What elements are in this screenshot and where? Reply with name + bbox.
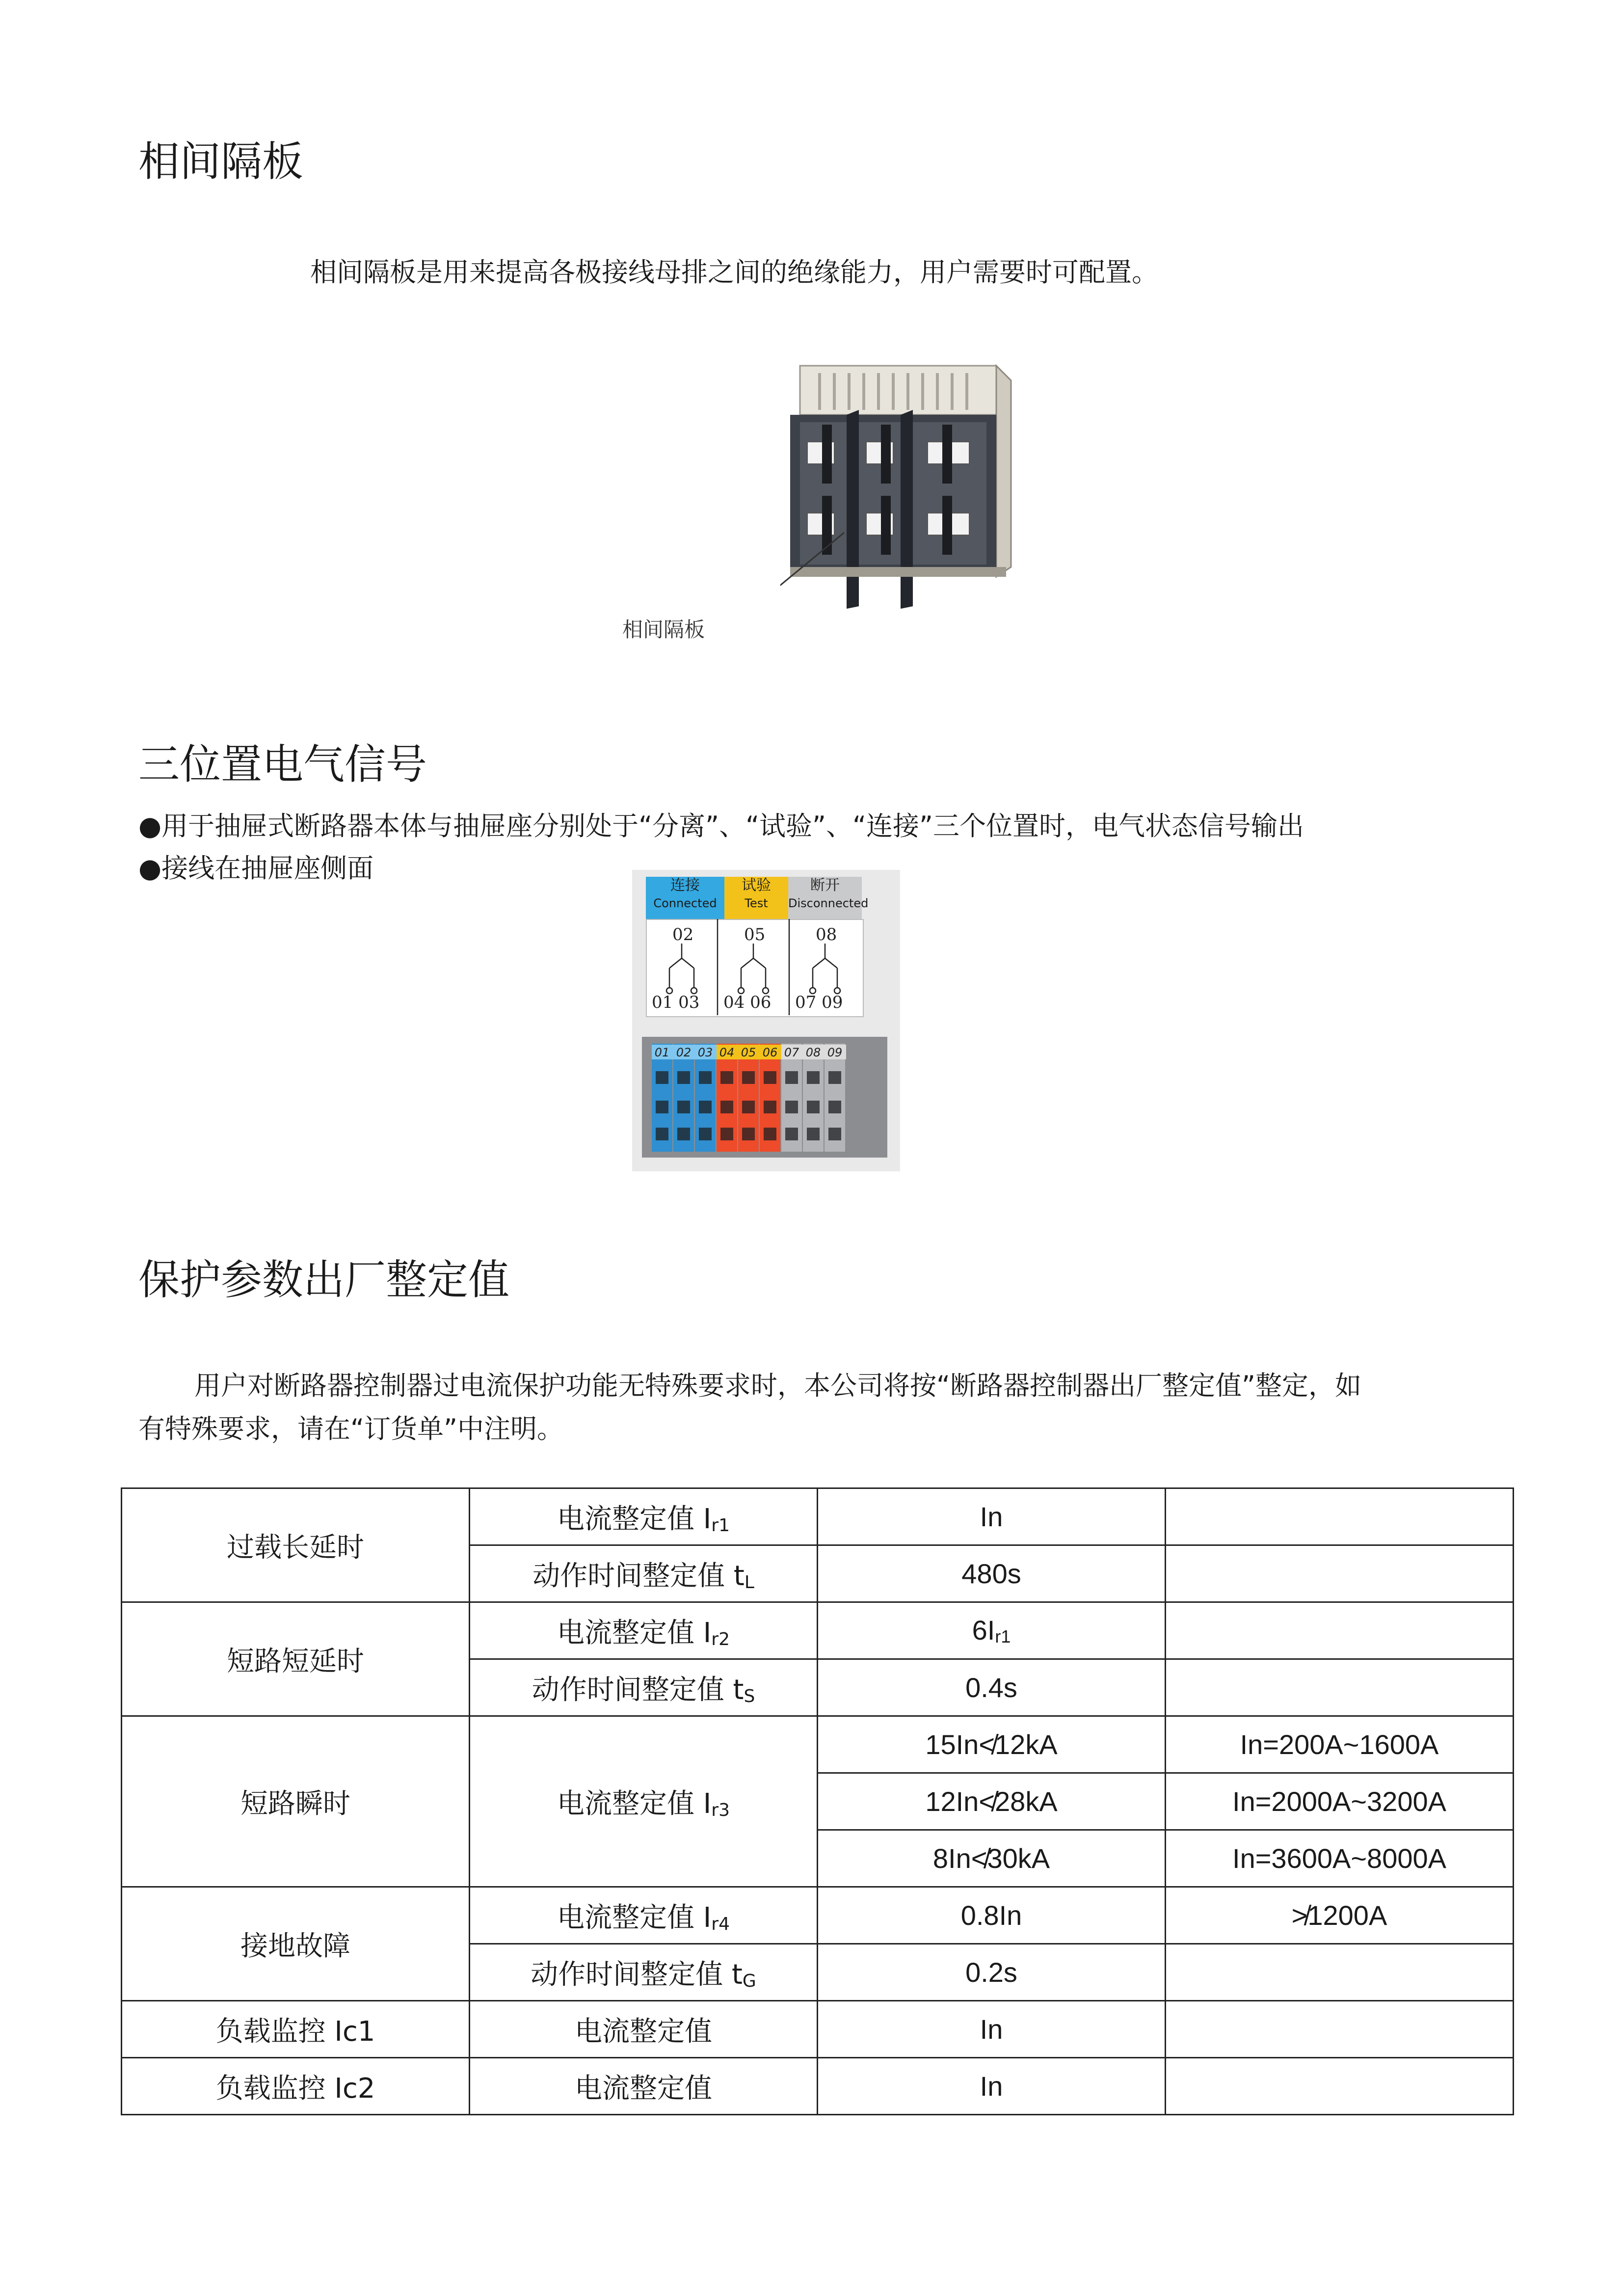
pin-label: 07 09: [795, 993, 843, 1012]
pin-label: 02: [672, 925, 694, 945]
terminal-number: 05: [741, 1046, 756, 1059]
label-test: 试验 Test: [724, 877, 788, 919]
phase-barrier-description: 相间隔板是用来提高各极接线母排之间的绝缘能力，用户需要时可配置。: [310, 257, 1158, 288]
param-note: [1166, 1944, 1514, 2001]
param-value: $6I_{r1}$: [818, 1602, 1166, 1659]
param-note: In=2000A~3200A: [1166, 1773, 1514, 1830]
param-name: 电流整定值 $I_{r3}$: [470, 1716, 818, 1887]
param-note: [1166, 1488, 1514, 1545]
group-name: 短路短延时: [122, 1602, 470, 1716]
label-connected: 连接 Connected: [646, 877, 724, 919]
param-value: 480s: [818, 1545, 1166, 1602]
factory-settings-text-line2: 有特殊要求，请在“订货单”中注明。: [138, 1413, 563, 1444]
param-name: 电流整定值 $I_{r1}$: [470, 1488, 818, 1545]
group-name: 负载监控 Ic2: [122, 2058, 470, 2115]
param-value: 8In≮30kA: [818, 1830, 1166, 1887]
group-name: 接地故障: [122, 1887, 470, 2001]
terminal-number: 09: [827, 1046, 843, 1059]
section-title-factory-settings: 保护参数出厂整定值: [138, 1256, 510, 1304]
pin-label: 04 06: [723, 993, 772, 1012]
table-row: [122, 1887, 1514, 1944]
terminal-slots-icon: [652, 1066, 846, 1150]
pin-label: 01 03: [652, 993, 700, 1012]
param-value: 0.4s: [818, 1659, 1166, 1716]
group-name: 负载监控 Ic1: [122, 2001, 470, 2058]
terminal-number: 08: [805, 1046, 821, 1059]
factory-settings-text-line1: 用户对断路器控制器过电流保护功能无特殊要求时，本公司将按“断路器控制器出厂整定值”整定，如: [194, 1370, 1361, 1401]
param-name: 电流整定值: [470, 2058, 818, 2115]
label-disconnected: 断开 Disconnected: [788, 877, 862, 919]
param-note: [1166, 2058, 1514, 2115]
param-note: ≯1200A: [1166, 1887, 1514, 1944]
phase-barrier-figure-label: 相间隔板: [622, 618, 705, 642]
param-value: 15In≮12kA: [818, 1716, 1166, 1773]
bullet-item: ●接线在抽屉座侧面: [138, 853, 374, 884]
pin-label: 05: [744, 925, 766, 945]
pin-label: 08: [816, 925, 837, 945]
table-row: [122, 1716, 1514, 1773]
param-value: In: [818, 1488, 1166, 1545]
section-title-three-position-signal: 三位置电气信号: [138, 740, 427, 788]
terminal-number: 03: [697, 1046, 713, 1059]
bullet-item: ●用于抽屉式断路器本体与抽屉座分别处于“分离”、“试验”、“连接”三个位置时，电气状态信号输出: [138, 810, 1304, 841]
protection-parameter-table: [121, 1487, 1514, 2115]
terminal-number: 04: [719, 1046, 735, 1059]
param-value: 12In≮28kA: [818, 1773, 1166, 1830]
param-value: 0.2s: [818, 1944, 1166, 2001]
param-name: 动作时间整定值 $t_L$: [470, 1545, 818, 1602]
param-note: [1166, 1659, 1514, 1716]
param-value: In: [818, 2001, 1166, 2058]
param-note: [1166, 1602, 1514, 1659]
param-name: 动作时间整定值 $t_G$: [470, 1944, 818, 2001]
terminal-block-photo: [632, 870, 900, 1171]
param-name: 电流整定值: [470, 2001, 818, 2058]
group-name: 短路瞬时: [122, 1716, 470, 1887]
phase-barrier-product-image: [780, 361, 1016, 621]
param-name: 动作时间整定值 $t_S$: [470, 1659, 818, 1716]
group-name: 过载长延时: [122, 1488, 470, 1602]
param-value: In: [818, 2058, 1166, 2115]
param-note: [1166, 1545, 1514, 1602]
terminal-number: 01: [654, 1046, 670, 1059]
param-name: 电流整定值 $I_{r4}$: [470, 1887, 818, 1944]
param-note: In=200A~1600A: [1166, 1716, 1514, 1773]
terminal-number: 07: [784, 1046, 799, 1059]
table-row: [122, 2058, 1514, 2115]
param-note: [1166, 2001, 1514, 2058]
terminal-number: 06: [762, 1046, 778, 1059]
param-name: 电流整定值 $I_{r2}$: [470, 1602, 818, 1659]
table-row: [122, 2001, 1514, 2058]
terminal-number: 02: [676, 1046, 692, 1059]
table-row: [122, 1602, 1514, 1659]
param-value: 0.8In: [818, 1887, 1166, 1944]
section-title-phase-barrier: 相间隔板: [138, 137, 304, 186]
table-row: [122, 1488, 1514, 1545]
param-note: In=3600A~8000A: [1166, 1830, 1514, 1887]
